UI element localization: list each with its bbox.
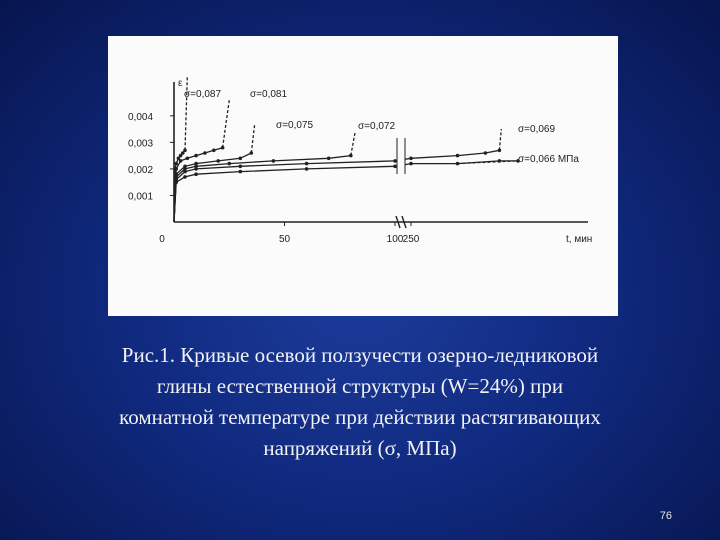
curve-break-gap [397,136,405,176]
x-tick-label: 50 [278,234,291,245]
x-tick-label: 0 [159,234,165,245]
series-label: σ=0,066 МПа [518,154,579,165]
y-tick-label: 0,002 [128,164,154,176]
series-point [498,149,502,153]
series-rupture-dash [223,100,230,148]
caption-line: Рис.1. Кривые осевой ползучести озерно-ледниковой [121,343,599,367]
series-point [484,151,488,155]
x-axis-label: t, мин [566,234,593,245]
series-point [239,157,243,161]
x-tick-label: 250 [402,234,420,245]
y-tick-label: 0,001 [128,191,154,203]
y-tick-label: 0,004 [128,111,154,123]
series-rupture-dash [185,76,187,150]
series-point [239,170,243,174]
series-label: σ=0,081 [250,89,288,100]
series-point [456,162,460,166]
series-point [305,162,309,166]
y-tick-label: 0,003 [128,138,154,150]
series-point [216,159,220,163]
series-line [174,148,223,222]
series-point [212,149,216,153]
series-label: σ=0,075 [276,120,314,131]
creep-curves-chart [108,36,618,316]
caption-line: комнатной температуре при действии растягивающих [119,405,601,429]
chart-panel [108,36,618,316]
series-point [272,159,276,163]
series-point [409,157,413,161]
series-point [186,157,190,161]
series-point [228,162,232,166]
series-point [179,159,183,163]
series-point [456,154,460,158]
series-point [183,149,187,153]
series-rupture-dash [251,124,254,153]
series-point [239,165,243,169]
series-line [174,150,499,222]
series-label: σ=0,069 [518,124,556,135]
series-point [393,165,397,169]
series-label: σ=0,087 [184,89,222,100]
series-line [174,161,518,222]
figure-caption [60,340,660,464]
series-point [409,162,413,166]
caption-line: глины естественной структуры (W=24%) при [156,374,564,398]
series-point [183,175,187,179]
series-point [327,157,331,161]
page-number: 76 [659,510,672,522]
y-axis-label: ε [178,78,183,89]
series-point [221,146,225,150]
series-point [349,154,353,158]
series-point [183,170,187,174]
series-rupture-dash [351,132,355,156]
series-point [305,167,309,171]
caption-line: напряжений (σ, МПа) [263,436,457,460]
series-point [393,159,397,163]
series-point [174,162,178,166]
x-tick-label: 100 [386,234,404,245]
series-point [203,151,207,155]
series-point [194,172,198,176]
series-point [194,167,198,171]
series-point [498,159,502,163]
series-point [250,151,254,155]
series-point [174,167,178,171]
series-point [194,154,198,158]
series-label: σ=0,072 [358,121,396,132]
series-rupture-dash [499,129,501,150]
series-point [174,180,178,184]
